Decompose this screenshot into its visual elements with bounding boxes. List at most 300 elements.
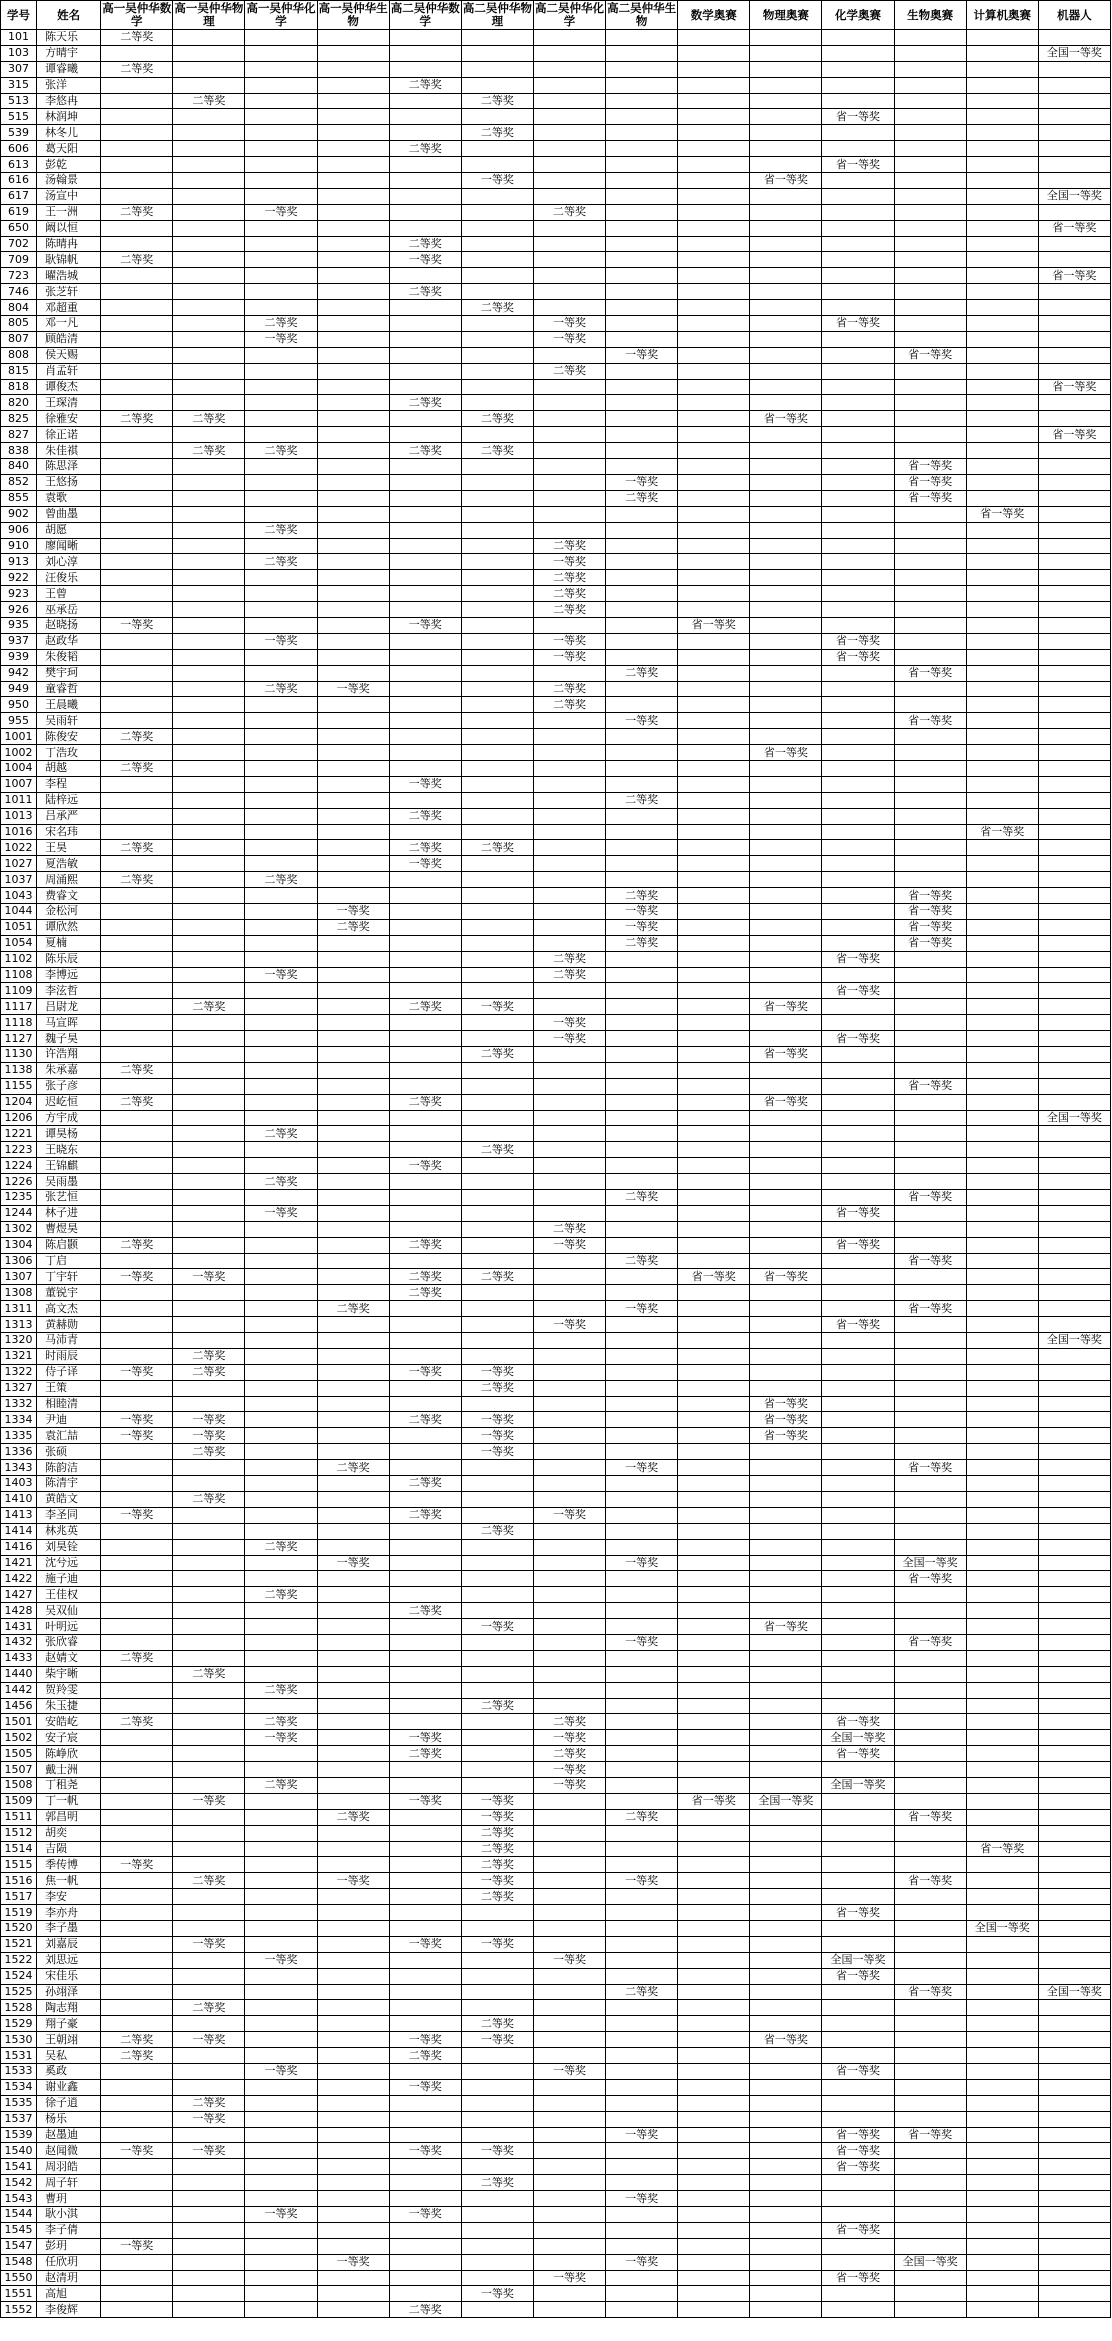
award-cell bbox=[894, 1682, 966, 1698]
student-id-cell: 1428 bbox=[1, 1603, 37, 1619]
award-cell bbox=[389, 1062, 461, 1078]
award-cell bbox=[173, 2016, 245, 2032]
award-cell bbox=[966, 665, 1038, 681]
award-cell: 省一等奖 bbox=[894, 1301, 966, 1317]
award-cell bbox=[1038, 1205, 1110, 1221]
student-id-cell: 1043 bbox=[1, 888, 37, 904]
award-cell bbox=[461, 967, 533, 983]
award-cell bbox=[822, 1285, 894, 1301]
award-cell bbox=[822, 284, 894, 300]
award-cell bbox=[245, 474, 317, 490]
award-cell bbox=[822, 570, 894, 586]
award-cell bbox=[101, 1126, 173, 1142]
award-cell bbox=[245, 1110, 317, 1126]
award-cell bbox=[245, 935, 317, 951]
award-cell bbox=[750, 617, 822, 633]
award-cell bbox=[461, 1984, 533, 2000]
award-cell bbox=[606, 2048, 678, 2064]
award-cell bbox=[678, 665, 750, 681]
award-cell bbox=[533, 983, 605, 999]
award-cell bbox=[750, 1634, 822, 1650]
award-cell bbox=[533, 379, 605, 395]
award-cell bbox=[173, 1380, 245, 1396]
award-cell bbox=[894, 1889, 966, 1905]
award-cell bbox=[1038, 284, 1110, 300]
student-id-cell: 1410 bbox=[1, 1491, 37, 1507]
award-cell bbox=[966, 1237, 1038, 1253]
table-row bbox=[1, 1634, 1111, 1650]
award-cell bbox=[533, 713, 605, 729]
award-cell bbox=[317, 1777, 389, 1793]
award-cell bbox=[461, 1078, 533, 1094]
student-id-cell: 103 bbox=[1, 45, 37, 61]
header-g1-math: 高一吴仲华数学 bbox=[102, 1, 172, 28]
award-cell: 一等奖 bbox=[533, 554, 605, 570]
award-cell bbox=[101, 2254, 173, 2270]
award-cell: 二等奖 bbox=[173, 1491, 245, 1507]
award-cell bbox=[750, 459, 822, 475]
award-cell bbox=[173, 1460, 245, 1476]
student-id-cell: 513 bbox=[1, 93, 37, 109]
award-cell bbox=[894, 951, 966, 967]
award-cell bbox=[750, 363, 822, 379]
student-name-cell: 顾皓清 bbox=[37, 331, 101, 347]
award-cell bbox=[894, 157, 966, 173]
award-cell bbox=[894, 2302, 966, 2318]
award-cell bbox=[678, 1634, 750, 1650]
award-cell bbox=[822, 220, 894, 236]
award-cell bbox=[750, 1285, 822, 1301]
award-cell bbox=[750, 1015, 822, 1031]
award-cell bbox=[389, 1396, 461, 1412]
award-cell bbox=[533, 872, 605, 888]
award-cell bbox=[678, 1174, 750, 1190]
student-id-cell: 1051 bbox=[1, 919, 37, 935]
student-id-cell: 1427 bbox=[1, 1587, 37, 1603]
award-cell bbox=[822, 1889, 894, 1905]
student-id-cell: 1336 bbox=[1, 1444, 37, 1460]
award-cell bbox=[894, 316, 966, 332]
award-cell bbox=[966, 30, 1038, 46]
award-cell bbox=[101, 1889, 173, 1905]
award-cell bbox=[317, 45, 389, 61]
award-cell: 省一等奖 bbox=[822, 951, 894, 967]
student-id-cell: 1520 bbox=[1, 1920, 37, 1936]
award-cell bbox=[533, 125, 605, 141]
award-cell bbox=[533, 1253, 605, 1269]
student-id-cell: 1534 bbox=[1, 2079, 37, 2095]
award-cell bbox=[750, 30, 822, 46]
award-cell bbox=[317, 570, 389, 586]
award-cell bbox=[317, 1539, 389, 1555]
award-cell bbox=[966, 808, 1038, 824]
award-cell bbox=[101, 1205, 173, 1221]
award-cell bbox=[894, 840, 966, 856]
award-cell bbox=[894, 633, 966, 649]
award-cell: 一等奖 bbox=[461, 1412, 533, 1428]
student-name-cell: 吴私 bbox=[37, 2048, 101, 2064]
table-row bbox=[1, 617, 1111, 633]
award-cell bbox=[894, 252, 966, 268]
award-cell bbox=[101, 1825, 173, 1841]
award-cell bbox=[245, 1476, 317, 1492]
award-cell bbox=[966, 792, 1038, 808]
award-cell bbox=[245, 888, 317, 904]
award-cell bbox=[173, 204, 245, 220]
award-cell bbox=[822, 300, 894, 316]
table-row bbox=[1, 1317, 1111, 1333]
table-row bbox=[1, 1094, 1111, 1110]
award-cell bbox=[389, 1666, 461, 1682]
award-cell bbox=[1038, 1905, 1110, 1921]
award-cell bbox=[894, 1094, 966, 1110]
award-cell bbox=[966, 2286, 1038, 2302]
award-cell bbox=[461, 617, 533, 633]
award-cell bbox=[750, 2079, 822, 2095]
award-cell bbox=[389, 1650, 461, 1666]
award-cell bbox=[678, 2207, 750, 2223]
award-cell: 省一等奖 bbox=[822, 633, 894, 649]
award-cell bbox=[245, 1015, 317, 1031]
award-cell bbox=[245, 1158, 317, 1174]
award-cell bbox=[1038, 1619, 1110, 1635]
award-cell bbox=[245, 2016, 317, 2032]
award-cell bbox=[678, 2222, 750, 2238]
award-cell: 二等奖 bbox=[389, 1603, 461, 1619]
award-cell bbox=[678, 1412, 750, 1428]
award-cell bbox=[678, 316, 750, 332]
award-cell bbox=[173, 1078, 245, 1094]
award-cell: 一等奖 bbox=[461, 1793, 533, 1809]
award-cell bbox=[606, 77, 678, 93]
student-id-cell: 1433 bbox=[1, 1650, 37, 1666]
award-cell bbox=[606, 331, 678, 347]
award-cell bbox=[317, 1905, 389, 1921]
student-name-cell: 董锐宇 bbox=[37, 1285, 101, 1301]
student-name-cell: 叶明远 bbox=[37, 1619, 101, 1635]
award-cell bbox=[750, 1539, 822, 1555]
award-cell bbox=[966, 903, 1038, 919]
award-cell bbox=[1038, 1571, 1110, 1587]
award-cell bbox=[1038, 1094, 1110, 1110]
award-cell bbox=[173, 602, 245, 618]
award-cell bbox=[606, 1444, 678, 1460]
award-cell bbox=[678, 1142, 750, 1158]
student-id-cell: 1544 bbox=[1, 2207, 37, 2223]
student-name-cell: 陈韵洁 bbox=[37, 1460, 101, 1476]
award-cell: 一等奖 bbox=[461, 1444, 533, 1460]
award-cell bbox=[173, 2238, 245, 2254]
award-cell bbox=[894, 824, 966, 840]
award-cell bbox=[173, 268, 245, 284]
award-cell: 省一等奖 bbox=[966, 1841, 1038, 1857]
table-row bbox=[1, 61, 1111, 77]
award-cell bbox=[317, 1412, 389, 1428]
award-cell bbox=[606, 2016, 678, 2032]
award-cell bbox=[750, 204, 822, 220]
award-cell: 一等奖 bbox=[461, 1936, 533, 1952]
award-cell bbox=[678, 840, 750, 856]
award-cell bbox=[966, 1476, 1038, 1492]
award-cell: 二等奖 bbox=[389, 1746, 461, 1762]
award-cell bbox=[750, 1666, 822, 1682]
student-name-cell: 贺羚雯 bbox=[37, 1682, 101, 1698]
award-cell bbox=[678, 459, 750, 475]
award-cell: 一等奖 bbox=[245, 2207, 317, 2223]
award-cell bbox=[678, 220, 750, 236]
award-cell bbox=[101, 570, 173, 586]
award-cell: 一等奖 bbox=[533, 1507, 605, 1523]
award-cell bbox=[750, 792, 822, 808]
award-cell bbox=[678, 1237, 750, 1253]
award-cell bbox=[245, 1221, 317, 1237]
award-cell bbox=[750, 1523, 822, 1539]
award-cell bbox=[173, 2175, 245, 2191]
award-cell bbox=[606, 840, 678, 856]
award-cell bbox=[678, 1809, 750, 1825]
student-name-cell: 吕承严 bbox=[37, 808, 101, 824]
award-cell bbox=[389, 2000, 461, 2016]
award-cell bbox=[245, 1762, 317, 1778]
award-cell bbox=[317, 1237, 389, 1253]
award-cell bbox=[894, 2175, 966, 2191]
award-cell bbox=[1038, 2191, 1110, 2207]
award-cell bbox=[606, 2095, 678, 2111]
award-cell bbox=[389, 1968, 461, 1984]
award-cell bbox=[678, 1205, 750, 1221]
award-cell bbox=[606, 760, 678, 776]
student-id-cell: 1118 bbox=[1, 1015, 37, 1031]
award-cell bbox=[750, 77, 822, 93]
award-cell bbox=[606, 1412, 678, 1428]
award-cell bbox=[966, 872, 1038, 888]
award-cell bbox=[966, 316, 1038, 332]
award-cell bbox=[1038, 1126, 1110, 1142]
award-cell bbox=[173, 141, 245, 157]
award-cell bbox=[750, 474, 822, 490]
student-name-cell: 施子迪 bbox=[37, 1571, 101, 1587]
award-cell bbox=[822, 856, 894, 872]
student-id-cell: 606 bbox=[1, 141, 37, 157]
award-cell: 二等奖 bbox=[245, 1126, 317, 1142]
award-cell bbox=[894, 1539, 966, 1555]
award-cell bbox=[173, 506, 245, 522]
award-cell bbox=[461, 554, 533, 570]
student-name-cell: 王昊 bbox=[37, 840, 101, 856]
award-cell bbox=[245, 538, 317, 554]
student-name-cell: 吕尉龙 bbox=[37, 999, 101, 1015]
award-cell bbox=[173, 1110, 245, 1126]
award-cell bbox=[750, 554, 822, 570]
table-row bbox=[1, 760, 1111, 776]
award-cell bbox=[245, 951, 317, 967]
award-cell bbox=[389, 1174, 461, 1190]
award-cell bbox=[317, 983, 389, 999]
award-cell bbox=[678, 1031, 750, 1047]
award-cell bbox=[245, 1142, 317, 1158]
award-cell: 全国一等奖 bbox=[1038, 45, 1110, 61]
award-cell bbox=[461, 2095, 533, 2111]
award-cell bbox=[101, 1841, 173, 1857]
award-cell bbox=[966, 1094, 1038, 1110]
table-row bbox=[1, 395, 1111, 411]
award-cell bbox=[750, 125, 822, 141]
award-cell bbox=[678, 1444, 750, 1460]
header-name: 姓名 bbox=[37, 1, 101, 30]
award-cell: 省一等奖 bbox=[894, 888, 966, 904]
student-id-cell: 101 bbox=[1, 30, 37, 46]
award-cell bbox=[317, 2175, 389, 2191]
award-cell bbox=[389, 331, 461, 347]
award-cell bbox=[822, 30, 894, 46]
award-cell bbox=[678, 808, 750, 824]
student-id-cell: 1539 bbox=[1, 2127, 37, 2143]
award-cell bbox=[317, 840, 389, 856]
award-cell bbox=[317, 284, 389, 300]
award-cell bbox=[822, 1126, 894, 1142]
award-cell bbox=[894, 586, 966, 602]
award-cell bbox=[894, 649, 966, 665]
award-cell bbox=[317, 1571, 389, 1587]
award-cell bbox=[245, 808, 317, 824]
award-cell bbox=[750, 1348, 822, 1364]
award-cell bbox=[678, 1460, 750, 1476]
award-cell bbox=[1038, 1428, 1110, 1444]
award-cell: 二等奖 bbox=[606, 1984, 678, 2000]
award-cell bbox=[101, 506, 173, 522]
award-cell bbox=[245, 157, 317, 173]
student-id-cell: 1509 bbox=[1, 1793, 37, 1809]
award-cell bbox=[966, 1825, 1038, 1841]
award-cell: 一等奖 bbox=[461, 1619, 533, 1635]
award-cell bbox=[533, 2222, 605, 2238]
award-cell bbox=[678, 157, 750, 173]
award-cell bbox=[245, 1698, 317, 1714]
award-cell bbox=[1038, 2095, 1110, 2111]
award-cell bbox=[750, 188, 822, 204]
award-cell bbox=[1038, 999, 1110, 1015]
student-id-cell: 1414 bbox=[1, 1523, 37, 1539]
award-cell bbox=[750, 1714, 822, 1730]
award-cell bbox=[678, 506, 750, 522]
table-row bbox=[1, 856, 1111, 872]
award-cell bbox=[389, 1317, 461, 1333]
header-chemistry-olympiad: 化学奥赛 bbox=[822, 1, 894, 30]
student-id-cell: 1541 bbox=[1, 2159, 37, 2175]
award-cell bbox=[1038, 1380, 1110, 1396]
student-id-cell: 307 bbox=[1, 61, 37, 77]
award-cell bbox=[678, 2095, 750, 2111]
award-cell bbox=[533, 1142, 605, 1158]
award-cell: 一等奖 bbox=[606, 2127, 678, 2143]
award-cell bbox=[1038, 888, 1110, 904]
award-cell bbox=[245, 1031, 317, 1047]
award-cell bbox=[533, 1889, 605, 1905]
award-cell: 二等奖 bbox=[101, 1062, 173, 1078]
award-cell bbox=[461, 633, 533, 649]
award-cell bbox=[678, 204, 750, 220]
award-cell bbox=[678, 1873, 750, 1889]
award-cell bbox=[461, 919, 533, 935]
award-cell bbox=[101, 1396, 173, 1412]
award-cell: 二等奖 bbox=[533, 204, 605, 220]
award-cell: 二等奖 bbox=[533, 586, 605, 602]
award-cell bbox=[389, 1587, 461, 1603]
award-cell bbox=[750, 427, 822, 443]
award-cell bbox=[389, 1491, 461, 1507]
award-cell bbox=[533, 2032, 605, 2048]
table-row bbox=[1, 1460, 1111, 1476]
award-cell bbox=[822, 872, 894, 888]
award-cell bbox=[389, 1460, 461, 1476]
award-cell bbox=[1038, 2000, 1110, 2016]
award-cell bbox=[461, 1571, 533, 1587]
award-cell: 省一等奖 bbox=[966, 506, 1038, 522]
award-cell bbox=[966, 1205, 1038, 1221]
award-cell bbox=[822, 967, 894, 983]
award-cell bbox=[606, 61, 678, 77]
award-cell bbox=[173, 681, 245, 697]
award-cell bbox=[750, 665, 822, 681]
award-cell bbox=[533, 427, 605, 443]
award-cell bbox=[822, 1015, 894, 1031]
award-cell bbox=[245, 1333, 317, 1349]
award-cell bbox=[822, 1507, 894, 1523]
award-cell bbox=[1038, 1174, 1110, 1190]
award-cell bbox=[101, 1905, 173, 1921]
award-cell bbox=[245, 1523, 317, 1539]
award-cell bbox=[317, 204, 389, 220]
student-id-cell: 1130 bbox=[1, 1047, 37, 1063]
award-cell bbox=[894, 808, 966, 824]
award-cell bbox=[750, 824, 822, 840]
award-cell bbox=[894, 2270, 966, 2286]
award-cell bbox=[606, 316, 678, 332]
award-cell bbox=[101, 188, 173, 204]
award-cell bbox=[750, 1476, 822, 1492]
student-id-cell: 1516 bbox=[1, 1873, 37, 1889]
award-cell: 省一等奖 bbox=[1038, 268, 1110, 284]
award-cell bbox=[966, 2143, 1038, 2159]
award-cell bbox=[389, 1253, 461, 1269]
award-cell bbox=[894, 1158, 966, 1174]
award-cell bbox=[894, 1333, 966, 1349]
award-cell bbox=[317, 157, 389, 173]
award-cell bbox=[317, 77, 389, 93]
table-row bbox=[1, 1523, 1111, 1539]
award-cell bbox=[389, 2095, 461, 2111]
award-cell bbox=[1038, 2127, 1110, 2143]
award-cell bbox=[966, 602, 1038, 618]
award-cell bbox=[389, 1348, 461, 1364]
award-cell bbox=[1038, 824, 1110, 840]
table-row bbox=[1, 2286, 1111, 2302]
award-cell bbox=[317, 1952, 389, 1968]
student-id-cell: 1044 bbox=[1, 903, 37, 919]
award-cell bbox=[245, 1825, 317, 1841]
award-cell: 二等奖 bbox=[245, 522, 317, 538]
award-cell bbox=[245, 1555, 317, 1571]
award-cell bbox=[245, 1984, 317, 2000]
award-cell: 二等奖 bbox=[173, 1666, 245, 1682]
award-cell bbox=[822, 331, 894, 347]
award-cell: 一等奖 bbox=[389, 1793, 461, 1809]
award-cell bbox=[822, 1666, 894, 1682]
table-row bbox=[1, 1809, 1111, 1825]
award-cell: 省一等奖 bbox=[822, 1237, 894, 1253]
award-cell bbox=[966, 363, 1038, 379]
student-name-cell: 郭昌明 bbox=[37, 1809, 101, 1825]
